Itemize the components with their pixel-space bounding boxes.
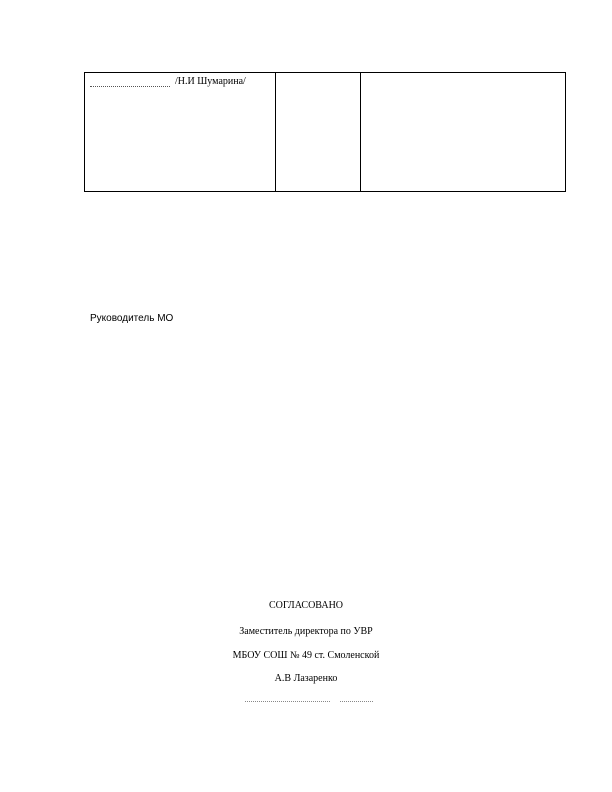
table-row	[85, 73, 566, 192]
signature-line	[85, 73, 275, 87]
ruk-mo-label: Руководитель МО	[90, 313, 174, 324]
signature-table	[84, 72, 566, 192]
signature-underline	[90, 76, 170, 87]
signature-cell	[85, 73, 276, 192]
approval-heading: СОГЛАСОВАНО	[268, 600, 344, 611]
approval-position: Заместитель директора по УВР	[239, 626, 373, 637]
signature-name: /Н.И Шумарина/	[175, 76, 246, 87]
approval-date-line	[340, 700, 373, 702]
empty-cell	[361, 73, 566, 192]
empty-cell	[276, 73, 361, 192]
approval-name: А.В Лазаренко	[274, 673, 338, 684]
approval-signature-line	[245, 700, 330, 702]
approval-school: МБОУ СОШ № 49 ст. Смоленской	[232, 650, 380, 661]
